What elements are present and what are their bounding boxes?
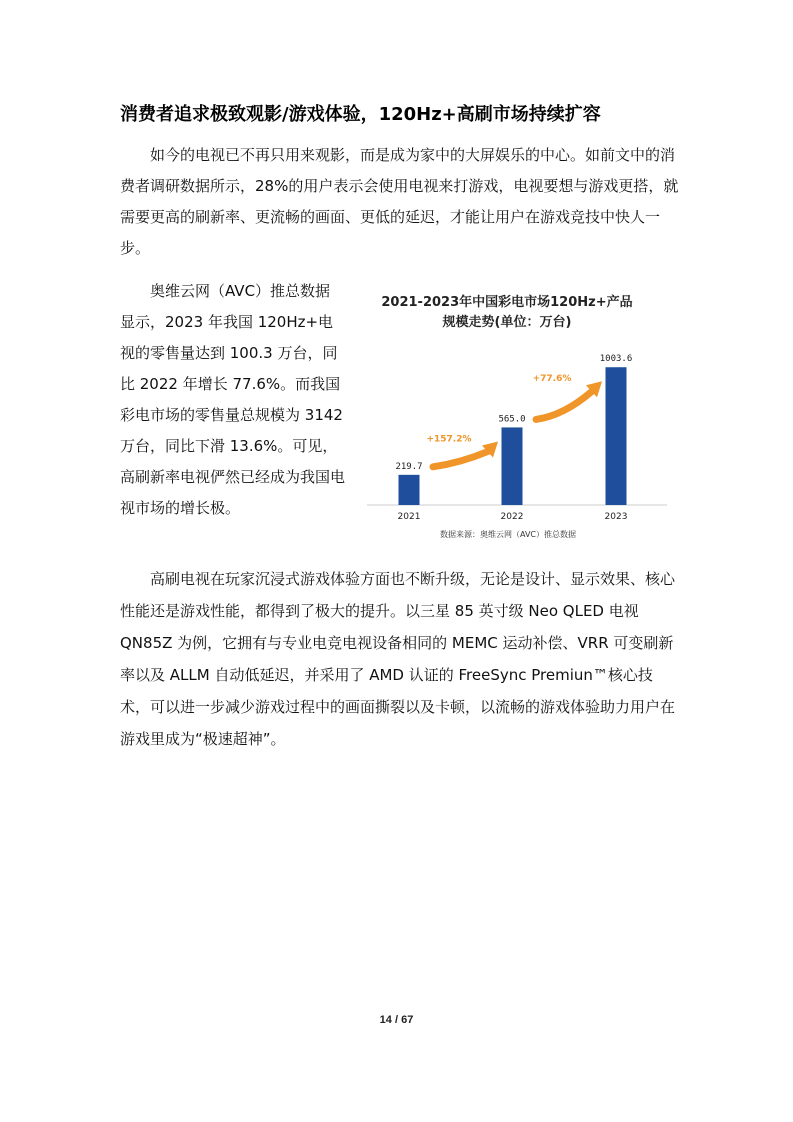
section-heading: 消费者追求极致观影/游戏体验，120Hz+高刷市场持续扩容	[120, 104, 601, 125]
growth-arrow-2	[536, 381, 602, 419]
chart-title-line1: 2021-2023年中国彩电市场120Hz+产品	[381, 295, 633, 310]
page-number: 14 / 67	[379, 1014, 414, 1026]
gaming-paragraph: 高刷电视在玩家沉浸式游戏体验方面也不断升级，无论是设计、显示效果、核心性能还是游戏性能，都得到了极大的提升。以三星 85 英寸级 Neo QLED 电视 QN85Z 为例，它拥有与专业电竞电视设备相同的 MEMC 运动补偿、VRR 可变刷新率以及 ALLM 自动低延迟，并采用了 AMD 认证的 FreeSync Premiun™核心技术，可以进一步减少游戏过程中的画面撕裂以及卡顿，以流畅的游戏体验助力用户在游戏里成为“极速超神”。	[120, 570, 676, 748]
growth-label-1: +157.2%	[426, 434, 472, 445]
tv-120hz-chart	[357, 284, 670, 546]
growth-label-2: +77.6%	[532, 374, 572, 385]
x-tick-2022: 2022	[500, 512, 524, 522]
value-label-2023: 1003.6	[599, 354, 633, 365]
growth-arrow-1	[433, 441, 498, 466]
x-tick-2023: 2023	[604, 512, 628, 522]
intro-paragraph: 如今的电视已不再只用来观影，而是成为家中的大屏娱乐的中心。如前文中的消费者调研数据所示，28%的用户表示会使用电视来打游戏，电视要想与游戏更搭，就需要更高的刷新率、更流畅的画面、更低的延迟，才能让用户在游戏竞技中快人一步。	[120, 146, 679, 257]
bar-2022	[502, 427, 523, 505]
value-label-2021: 219.7	[395, 461, 423, 472]
bar-2023	[606, 367, 627, 505]
growth-arrow-shaft-2	[536, 391, 592, 419]
growth-arrow-shaft-1	[433, 451, 488, 466]
chart-title-line2: 规模走势(单位：万台)	[442, 315, 572, 330]
market-data-paragraph: 奥维云网（AVC）推总数据显示，2023 年我国 120Hz+电视的零售量达到 100.3 万台，同比 2022 年增长 77.6%。而我国彩电市场的零售量总规模为 3142 万台，同比下滑 13.6%。可见，高刷新率电视俨然已经成为我国电视市场的增长极。	[120, 282, 346, 517]
chart-source: 数据来源：奥维云网（AVC）推总数据	[439, 530, 577, 539]
x-tick-2021: 2021	[397, 512, 421, 522]
bar-2021	[399, 475, 420, 505]
value-label-2022: 565.0	[498, 414, 526, 425]
